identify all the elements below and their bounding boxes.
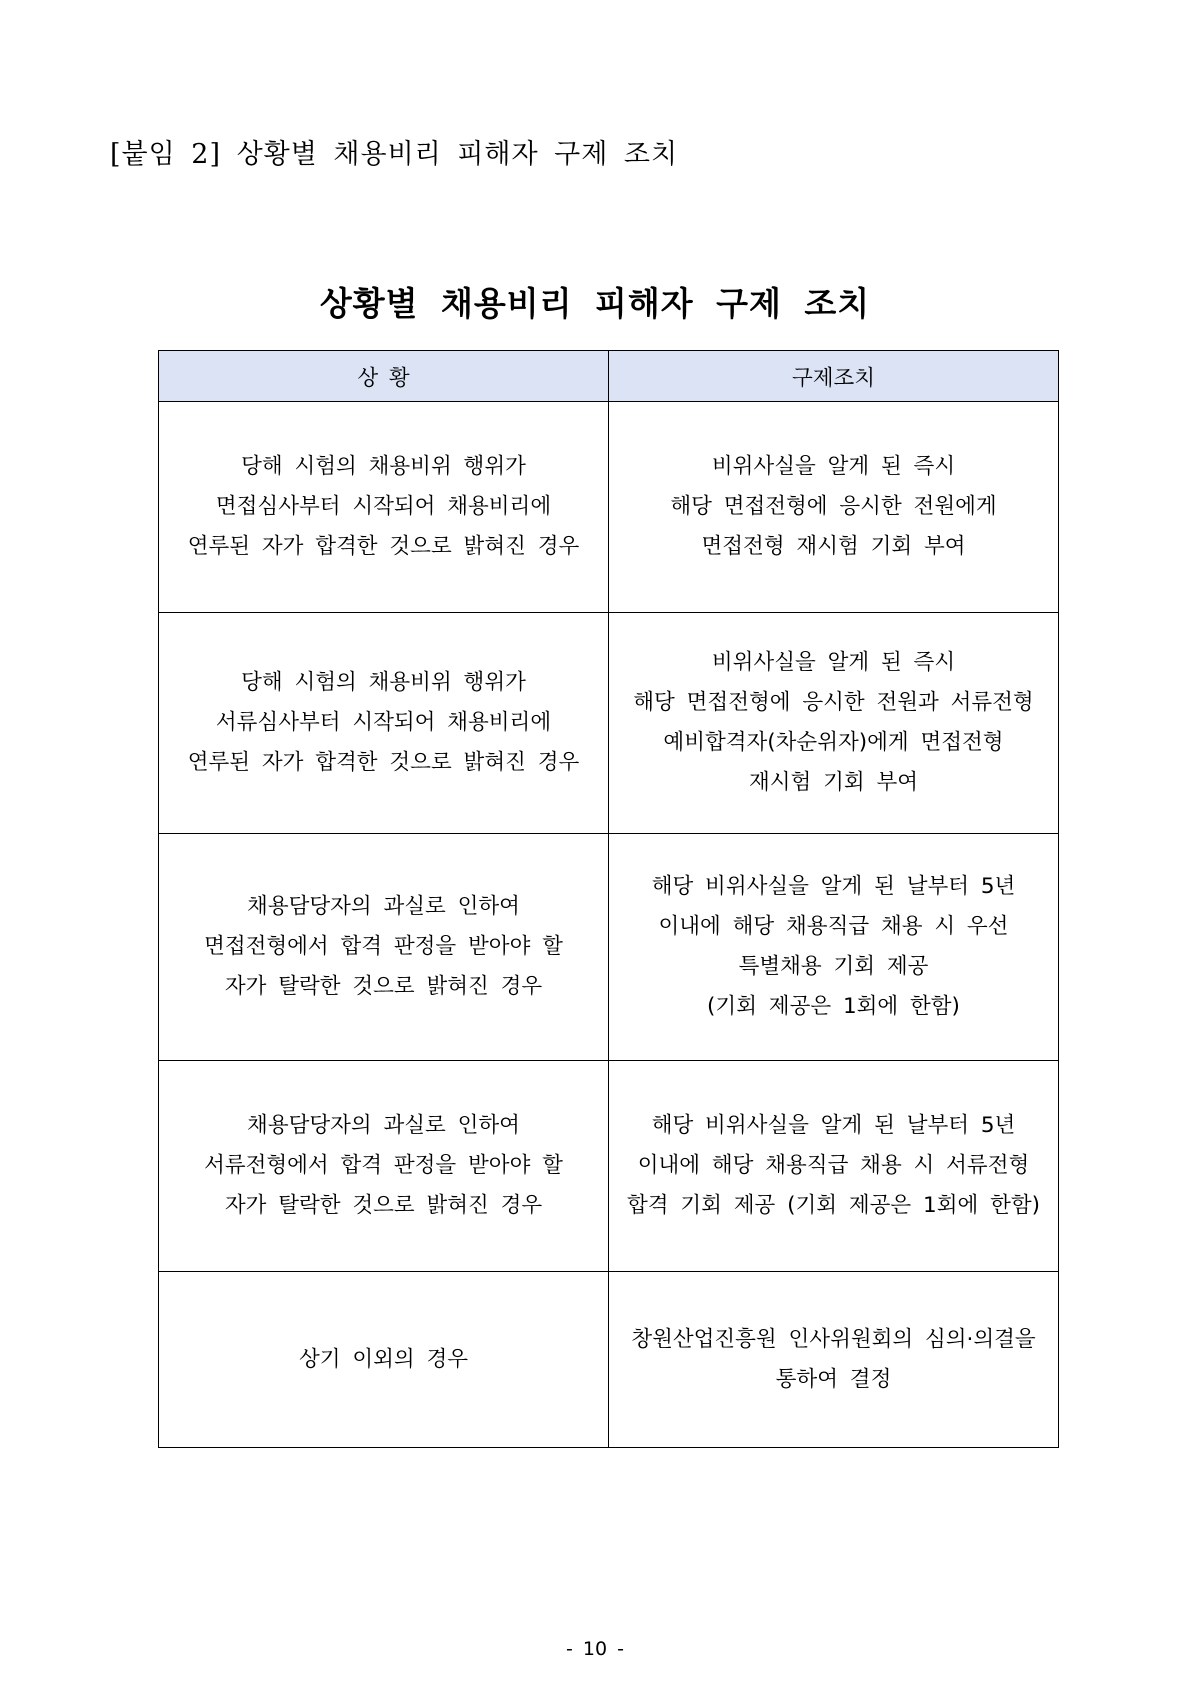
cell-line: 연루된 자가 합격한 것으로 밝혀진 경우 <box>187 750 580 775</box>
cell-line: 채용담당자의 과실로 인하여 <box>247 894 520 919</box>
cell-line: 해당 면접전형에 응시한 전원과 서류전형 <box>633 690 1034 715</box>
cell-line: 서류심사부터 시작되어 채용비리에 <box>215 710 552 735</box>
table-row <box>159 1272 1059 1448</box>
attachment-heading: [붙임 2] 상황별 채용비리 피해자 구제 조치 <box>110 139 679 170</box>
document-title: 상황별 채용비리 피해자 구제 조치 <box>319 284 871 323</box>
cell-line: 재시험 기회 부여 <box>748 770 919 795</box>
cell-line: 면접전형에서 합격 판정을 받아야 할 <box>204 934 563 959</box>
cell-line: 해당 비위사실을 알게 된 날부터 5년 <box>651 1113 1016 1138</box>
cell-line: 채용담당자의 과실로 인하여 <box>247 1113 520 1138</box>
cell-line: 비위사실을 알게 된 즉시 <box>711 454 956 479</box>
remedy-cell <box>609 402 1059 613</box>
cell-line: 당해 시험의 채용비위 행위가 <box>241 454 526 479</box>
table-header-row <box>159 351 1059 402</box>
cell-line: 면접전형 재시험 기회 부여 <box>701 534 966 559</box>
situation-cell <box>159 613 609 834</box>
cell-line: 합격 기회 제공 (기회 제공은 1회에 한함) <box>627 1193 1040 1218</box>
page-number: - 10 - <box>566 1638 624 1660</box>
cell-line: 예비합격자(차순위자)에게 면접전형 <box>663 730 1004 755</box>
cell-line: 비위사실을 알게 된 즉시 <box>711 650 956 675</box>
situation-cell <box>159 834 609 1061</box>
cell-line: 해당 비위사실을 알게 된 날부터 5년 <box>651 874 1016 899</box>
cell-line: 자가 탈락한 것으로 밝혀진 경우 <box>224 1193 543 1218</box>
remedy-cell <box>609 613 1059 834</box>
remedy-cell <box>609 834 1059 1061</box>
cell-line: 면접심사부터 시작되어 채용비리에 <box>215 494 552 519</box>
table-row <box>159 834 1059 1061</box>
cell-line: 연루된 자가 합격한 것으로 밝혀진 경우 <box>187 534 580 559</box>
cell-line: 당해 시험의 채용비위 행위가 <box>241 670 526 695</box>
situation-cell <box>159 1272 609 1448</box>
header-situation: 상 황 <box>159 351 609 402</box>
table-row <box>159 402 1059 613</box>
situation-cell <box>159 1061 609 1272</box>
header-remedy: 구제조치 <box>609 351 1059 402</box>
cell-line: (기회 제공은 1회에 한함) <box>707 994 960 1019</box>
remedy-cell <box>609 1061 1059 1272</box>
table-row <box>159 1061 1059 1272</box>
cell-line: 자가 탈락한 것으로 밝혀진 경우 <box>224 974 543 999</box>
cell-line: 창원산업진흥원 인사위원회의 심의·의결을 <box>631 1326 1036 1352</box>
cell-line: 이내에 해당 채용직급 채용 시 우선 <box>658 914 1009 939</box>
table-row <box>159 613 1059 834</box>
cell-line: 통하여 결정 <box>775 1366 892 1392</box>
cell-line: 해당 면접전형에 응시한 전원에게 <box>670 494 997 519</box>
cell-line: 상기 이외의 경우 <box>298 1346 469 1372</box>
cell-line: 특별채용 기회 제공 <box>738 954 929 979</box>
cell-line: 이내에 해당 채용직급 채용 시 서류전형 <box>637 1153 1030 1178</box>
cell-line: 서류전형에서 합격 판정을 받아야 할 <box>204 1153 563 1178</box>
remedy-cell <box>609 1272 1059 1448</box>
situation-cell <box>159 402 609 613</box>
remedy-table <box>158 350 1059 1448</box>
